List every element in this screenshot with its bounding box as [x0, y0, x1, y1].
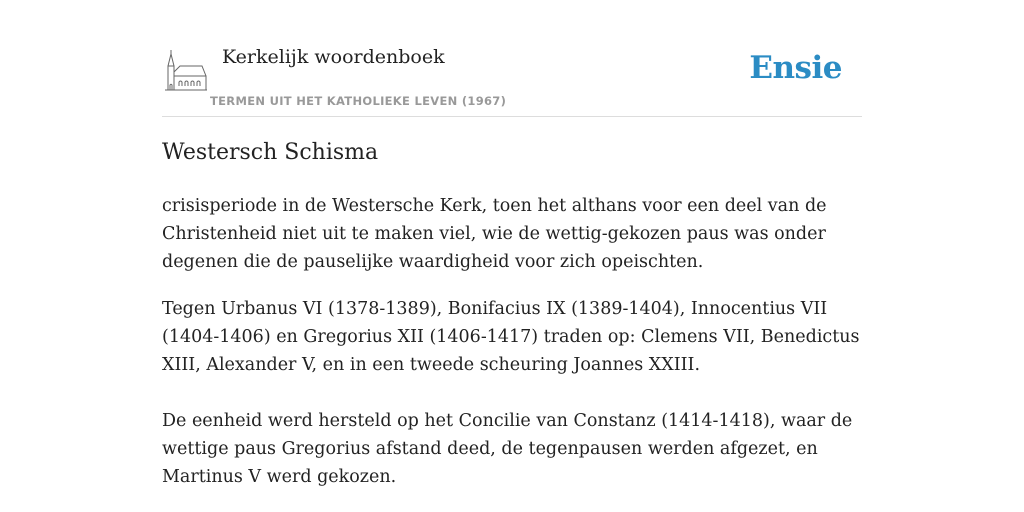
entry-paragraph: Tegen Urbanus VI (1378-1389), Bonifacius IX (1389-1404), Innocentius VII (1404-1406) en Gregorius XII (1406-1417) traden op: Clemens VII, Benedictus XIII, Alexander V, en in een tweede scheuring Joannes XXIII. [162, 299, 860, 375]
entry-content [162, 192, 862, 491]
entry-title: Westersch Schisma [162, 140, 379, 165]
book-subtitle: TERMEN UIT HET KATHOLIEKE LEVEN (1967) [210, 94, 507, 108]
church-icon [164, 48, 208, 96]
entry-paragraph: crisisperiode in de Westersche Kerk, toen het althans voor een deel van de Christenheid niet uit te maken viel, wie de wettig-gekozen paus was onder degenen die de pauselijke waardigheid voor zich opeischten. [162, 196, 827, 272]
ensie-logo-link[interactable]: Ensie [749, 50, 842, 86]
book-header [162, 40, 862, 117]
entry-paragraph: De eenheid werd hersteld op het Concilie van Constanz (1414-1418), waar de wettige paus Gregorius afstand deed, de tegenpausen werden afgezet, en Martinus V werd gekozen. [162, 411, 853, 487]
book-title[interactable]: Kerkelijk woordenboek [222, 46, 445, 68]
